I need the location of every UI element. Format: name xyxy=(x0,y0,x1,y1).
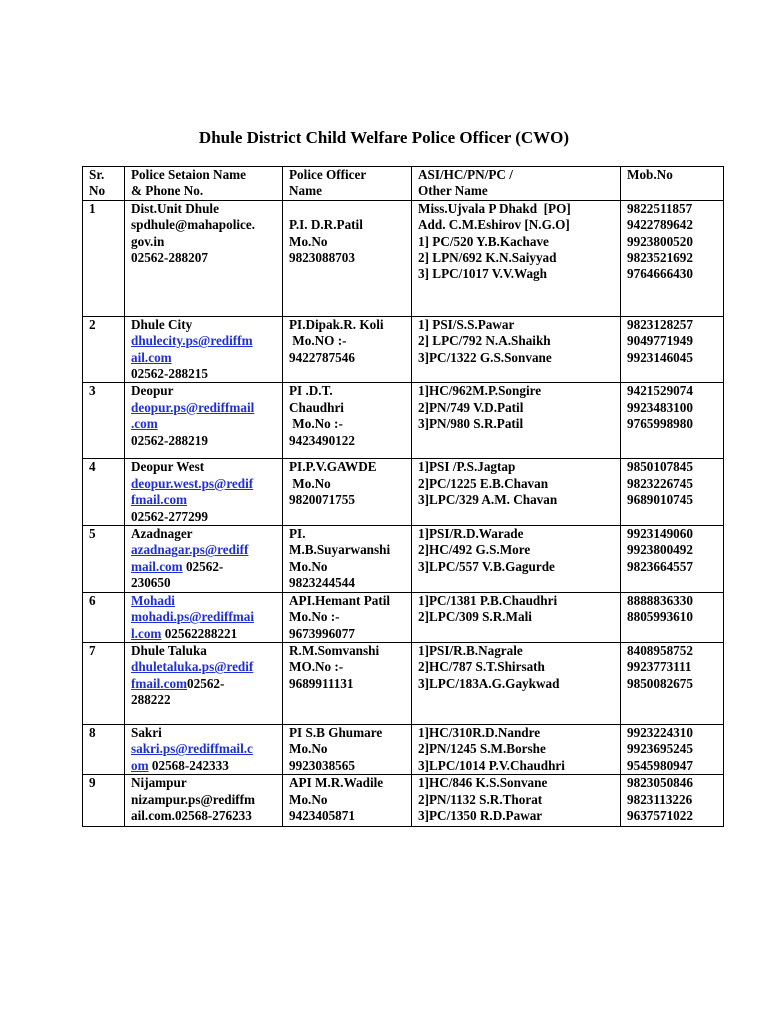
station-text: 02562-288219 xyxy=(131,432,208,448)
station-cell xyxy=(125,200,283,316)
officer-line: 9673996077 xyxy=(289,625,355,641)
station-cell xyxy=(125,724,283,774)
station-cell xyxy=(125,383,283,459)
station-line xyxy=(131,626,279,642)
sr-cell: 9 xyxy=(83,775,125,827)
station-line xyxy=(131,758,279,774)
station-text: Deopur West xyxy=(131,459,205,475)
officer-cell xyxy=(283,200,412,316)
station-cell xyxy=(125,642,283,724)
header-station-line: & Phone No. xyxy=(131,183,204,199)
station-cell xyxy=(125,526,283,593)
officer-line: PI S.B Ghumare xyxy=(289,724,383,740)
officer-line: 9823244544 xyxy=(289,575,355,591)
other-cell xyxy=(412,775,621,827)
officer-line: P.I. D.R.Patil xyxy=(289,217,363,233)
station-text: gov.in xyxy=(131,233,165,249)
station-text: Nijampur xyxy=(131,775,187,791)
station-line xyxy=(131,217,279,233)
station-line xyxy=(131,492,279,508)
header-other-line: Other Name xyxy=(418,183,488,199)
other-line: 1] PSI/S.S.Pawar xyxy=(418,316,515,332)
officer-line: MO.No :- xyxy=(289,659,344,675)
other-line: 2] LPC/792 N.A.Shaikh xyxy=(418,333,551,349)
station-text: 02562-277299 xyxy=(131,508,208,524)
header-mob xyxy=(621,167,724,201)
station-line xyxy=(131,526,279,542)
mobile-number: 9422789642 xyxy=(627,217,693,233)
station-text: Dhule City xyxy=(131,316,193,332)
other-cell xyxy=(412,724,621,774)
other-line: 2] LPN/692 K.N.Saiyyad xyxy=(418,250,557,266)
station-line xyxy=(131,400,279,416)
other-line: 1]HC/846 K.S.Sonvane xyxy=(418,775,548,791)
other-line: Miss.Ujvala P Dhakd [PO] xyxy=(418,200,571,216)
station-cell xyxy=(125,775,283,827)
officer-line: Mo.No xyxy=(289,475,331,491)
header-sr-line: Sr. xyxy=(89,167,105,182)
email-link[interactable]: fmail.com xyxy=(131,492,188,508)
mobile-number: 9049771949 xyxy=(627,333,693,349)
mobile-number: 9923483100 xyxy=(627,399,693,415)
mobile-number: 8408958752 xyxy=(627,642,693,658)
station-line xyxy=(131,659,279,675)
station-line xyxy=(131,643,279,659)
email-link[interactable]: sakri.ps@rediffmail.c xyxy=(131,741,253,757)
mob-cell xyxy=(621,775,724,827)
sr-cell: 2 xyxy=(83,316,125,383)
station-line xyxy=(131,792,279,808)
station-line xyxy=(131,609,279,625)
mobile-number: 9545980947 xyxy=(627,757,693,773)
station-line xyxy=(131,459,279,475)
station-line xyxy=(131,383,279,399)
sr-cell: 7 xyxy=(83,642,125,724)
officer-line: 9423490122 xyxy=(289,432,355,448)
officer-cell xyxy=(283,383,412,459)
station-text: spdhule@mahapolice. xyxy=(131,217,256,233)
mobile-number: 9923695245 xyxy=(627,741,693,757)
mobile-number: 9689010745 xyxy=(627,492,693,508)
other-line: 3] LPC/1017 V.V.Wagh xyxy=(418,266,547,282)
header-mob-line: Mob.No xyxy=(627,167,673,182)
officer-line: 9689911131 xyxy=(289,675,354,691)
station-line xyxy=(131,559,279,575)
mobile-number: 9850082675 xyxy=(627,675,693,691)
officer-line: Mo.NO :- xyxy=(289,333,347,349)
other-cell xyxy=(412,459,621,526)
other-line: 1]HC/962M.P.Songire xyxy=(418,383,542,399)
station-line xyxy=(131,593,279,609)
other-line: 1]HC/310R.D.Nandre xyxy=(418,724,541,740)
header-sr-line: No xyxy=(89,183,106,199)
mob-cell xyxy=(621,383,724,459)
station-line xyxy=(131,333,279,349)
other-cell xyxy=(412,200,621,316)
email-link[interactable]: .com xyxy=(131,416,158,432)
officer-line: M.B.Suyarwanshi xyxy=(289,542,391,558)
mob-cell xyxy=(621,200,724,316)
mob-cell xyxy=(621,316,724,383)
station-line xyxy=(131,350,279,366)
email-link[interactable]: dhulecity.ps@rediffm xyxy=(131,333,253,349)
station-text: 02562-288207 xyxy=(131,250,208,266)
other-line: 3]LPC/329 A.M. Chavan xyxy=(418,492,558,508)
officer-line: 9820071755 xyxy=(289,492,355,508)
other-cell xyxy=(412,592,621,642)
table-row xyxy=(83,459,724,526)
email-link[interactable]: om xyxy=(131,757,149,773)
officer-line: Mo.No xyxy=(289,741,328,757)
mobile-number: 9923149060 xyxy=(627,526,693,542)
header-officer xyxy=(283,167,412,201)
other-line: 3]PC/1322 G.S.Sonvane xyxy=(418,349,552,365)
email-link[interactable]: Mohadi xyxy=(131,592,175,608)
mobile-number: 9421529074 xyxy=(627,383,693,399)
email-link[interactable]: fmail.com xyxy=(131,675,188,691)
phone-text: 02562- xyxy=(182,558,224,574)
station-line xyxy=(131,775,279,791)
mobile-number: 9637571022 xyxy=(627,807,693,823)
station-text: ail.com.02568-276233 xyxy=(131,807,252,823)
table-row xyxy=(83,642,724,724)
mobile-number: 9923800520 xyxy=(627,233,693,249)
station-cell xyxy=(125,459,283,526)
station-text: Dhule Taluka xyxy=(131,642,207,658)
officer-line xyxy=(289,201,408,217)
sr-cell: 4 xyxy=(83,459,125,526)
email-link[interactable]: deopur.west.ps@redif xyxy=(131,475,254,491)
officer-line: 9823088703 xyxy=(289,250,355,266)
table-header-row xyxy=(83,167,724,201)
other-line: 3]PN/980 S.R.Patil xyxy=(418,416,524,432)
phone-text: 02568-242333 xyxy=(148,757,229,773)
table-row xyxy=(83,724,724,774)
other-cell xyxy=(412,526,621,593)
header-sr xyxy=(83,167,125,201)
mobile-number: 9823113226 xyxy=(627,791,693,807)
other-line: 2]HC/787 S.T.Shirsath xyxy=(418,659,545,675)
station-line xyxy=(131,317,279,333)
officer-cell xyxy=(283,775,412,827)
table-body xyxy=(83,200,724,826)
station-line xyxy=(131,201,279,217)
mob-cell xyxy=(621,526,724,593)
station-text: Azadnager xyxy=(131,526,193,542)
sr-cell: 8 xyxy=(83,724,125,774)
other-line: 2]PN/1245 S.M.Borshe xyxy=(418,741,546,757)
other-line: 2]HC/492 G.S.More xyxy=(418,542,531,558)
other-line: 3]PC/1350 R.D.Pawar xyxy=(418,807,543,823)
header-other xyxy=(412,167,621,201)
station-cell xyxy=(125,592,283,642)
sr-cell: 5 xyxy=(83,526,125,593)
station-text: 288222 xyxy=(131,692,171,708)
phone-text: 02562- xyxy=(187,675,225,691)
station-line xyxy=(131,250,279,266)
mobile-number: 9923800492 xyxy=(627,542,693,558)
officer-cell xyxy=(283,724,412,774)
mobile-number: 9823128257 xyxy=(627,316,693,332)
header-other-line: ASI/HC/PN/PC / xyxy=(418,167,513,182)
station-line xyxy=(131,366,279,382)
officer-line: API.Hemant Patil xyxy=(289,592,391,608)
email-link[interactable]: ail.com xyxy=(131,349,172,365)
station-text: Dist.Unit Dhule xyxy=(131,200,219,216)
header-officer-line: Police Officer xyxy=(289,167,367,182)
officer-line: PI.P.V.GAWDE xyxy=(289,459,377,475)
table-row xyxy=(83,775,724,827)
station-line xyxy=(131,741,279,757)
mobile-number: 9823521692 xyxy=(627,250,693,266)
other-line: 1]PSI /P.S.Jagtap xyxy=(418,459,516,475)
email-link[interactable]: l.com xyxy=(131,625,162,641)
mob-cell xyxy=(621,459,724,526)
other-line: 1]PSI/R.B.Nagrale xyxy=(418,642,523,658)
table-row xyxy=(83,526,724,593)
mob-cell xyxy=(621,592,724,642)
station-cell xyxy=(125,316,283,383)
mobile-number: 9923773111 xyxy=(627,659,692,675)
mobile-number: 8805993610 xyxy=(627,609,693,625)
other-line: Add. C.M.Eshirov [N.G.O] xyxy=(418,217,570,233)
mob-cell xyxy=(621,724,724,774)
email-link[interactable]: mail.com xyxy=(131,558,183,574)
officer-cell xyxy=(283,459,412,526)
other-cell xyxy=(412,316,621,383)
station-text: 02562-288215 xyxy=(131,366,208,382)
header-station-line: Police Setaion Name xyxy=(131,167,246,182)
mobile-number: 9823050846 xyxy=(627,775,693,791)
sr-cell: 3 xyxy=(83,383,125,459)
officer-line: 9923038565 xyxy=(289,757,355,773)
officer-line: Mo.No :- xyxy=(289,416,343,432)
station-text: 230650 xyxy=(131,575,171,591)
officer-line: 9423405871 xyxy=(289,807,355,823)
page-title: Dhule District Child Welfare Police Officer (CWO) xyxy=(198,128,570,147)
other-line: 1] PC/520 Y.B.Kachave xyxy=(418,233,549,249)
other-cell xyxy=(412,642,621,724)
station-line xyxy=(131,433,279,449)
table-row xyxy=(83,316,724,383)
station-line xyxy=(131,676,279,692)
sr-cell: 6 xyxy=(83,592,125,642)
sr-cell: 1 xyxy=(83,200,125,316)
email-link[interactable]: mohadi.ps@rediffmai xyxy=(131,609,255,625)
other-line: 3]LPC/183A.G.Gaykwad xyxy=(418,675,560,691)
officer-line: API M.R.Wadile xyxy=(289,775,384,791)
officer-cell xyxy=(283,592,412,642)
officer-cell xyxy=(283,642,412,724)
station-line xyxy=(131,416,279,432)
header-station xyxy=(125,167,283,201)
mobile-number: 9823226745 xyxy=(627,475,693,491)
other-line: 2]PC/1225 E.B.Chavan xyxy=(418,475,549,491)
other-cell xyxy=(412,383,621,459)
mobile-number: 9850107845 xyxy=(627,459,693,475)
station-line xyxy=(131,476,279,492)
other-line: 1]PC/1381 P.B.Chaudhri xyxy=(418,592,558,608)
mob-cell xyxy=(621,642,724,724)
officer-line: PI .D.T. xyxy=(289,383,333,399)
cwo-table xyxy=(82,166,724,827)
station-text: Sakri xyxy=(131,724,162,740)
header-officer-line: Name xyxy=(289,183,322,199)
officer-line: Mo.No xyxy=(289,791,328,807)
mobile-number: 9923146045 xyxy=(627,349,693,365)
table-row xyxy=(83,383,724,459)
email-link[interactable]: deopur.ps@rediffmail xyxy=(131,399,255,415)
officer-line: Mo.No :- xyxy=(289,609,340,625)
station-line xyxy=(131,692,279,708)
other-line: 3]LPC/557 V.B.Gagurde xyxy=(418,558,555,574)
station-text: nizampur.ps@rediffm xyxy=(131,791,256,807)
station-text: Deopur xyxy=(131,383,174,399)
station-line xyxy=(131,542,279,558)
mobile-number: 9822511857 xyxy=(627,200,693,216)
mobile-number: 9765998980 xyxy=(627,416,693,432)
mobile-number: 9823664557 xyxy=(627,558,693,574)
mobile-number: 9923224310 xyxy=(627,724,693,740)
officer-line: Mo.No xyxy=(289,233,328,249)
officer-line: Chaudhri xyxy=(289,399,344,415)
officer-cell xyxy=(283,526,412,593)
officer-line: R.M.Somvanshi xyxy=(289,642,380,658)
station-line xyxy=(131,509,279,525)
email-link[interactable]: dhuletaluka.ps@redif xyxy=(131,659,254,675)
station-line xyxy=(131,725,279,741)
other-line: 2]LPC/309 S.R.Mali xyxy=(418,609,532,625)
officer-cell xyxy=(283,316,412,383)
table-row xyxy=(83,592,724,642)
officer-line: Mo.No xyxy=(289,558,328,574)
officer-line: PI. xyxy=(289,526,306,542)
phone-text: 02562288221 xyxy=(161,625,238,641)
mobile-number: 8888836330 xyxy=(627,592,693,608)
officer-line: 9422787546 xyxy=(289,349,355,365)
email-link[interactable]: azadnagar.ps@rediff xyxy=(131,542,249,558)
mobile-number: 9764666430 xyxy=(627,266,693,282)
other-line: 1]PSI/R.D.Warade xyxy=(418,526,524,542)
other-line: 2]PN/749 V.D.Patil xyxy=(418,399,524,415)
table-row xyxy=(83,200,724,316)
officer-line: PI.Dipak.R. Koli xyxy=(289,316,384,332)
station-line xyxy=(131,234,279,250)
station-line xyxy=(131,575,279,591)
other-line: 2]PN/1132 S.R.Thorat xyxy=(418,791,543,807)
other-line: 3]LPC/1014 P.V.Chaudhri xyxy=(418,757,565,773)
station-line xyxy=(131,808,279,824)
